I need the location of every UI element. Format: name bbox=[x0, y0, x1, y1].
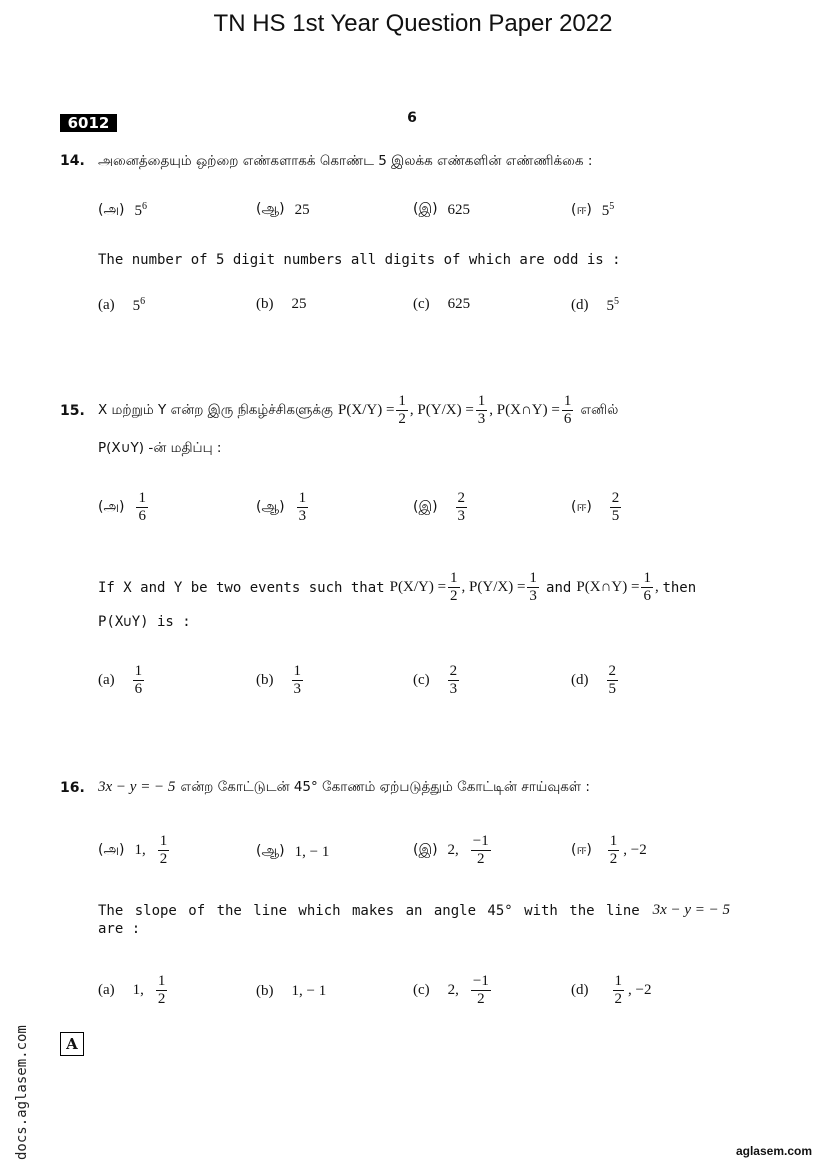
option-ta-d: (ஈ) $\frac{1}{2}$ , −2 bbox=[571, 833, 647, 867]
option-ta-c: (இ) $\frac{2}{3}$ bbox=[413, 490, 466, 524]
question-text-english: The number of 5 digit numbers all digits of which are odd is : bbox=[98, 252, 621, 268]
option-label: (c) bbox=[413, 982, 430, 998]
option-ta-c: (இ) 625 bbox=[413, 201, 471, 218]
option-en-d: (d) $\frac{2}{5}$ bbox=[571, 663, 616, 697]
option-en-a: (a) $5^6$ bbox=[98, 296, 146, 314]
question-number: 15. bbox=[60, 402, 85, 419]
option-label: (அ) bbox=[98, 498, 125, 515]
option-ta-d: (ஈ) $5^5$ bbox=[571, 201, 615, 219]
option-en-b: (b) 1, − 1 bbox=[256, 983, 327, 999]
option-ta-a: (அ) $\frac{1}{6}$ bbox=[98, 490, 146, 524]
option-label: (a) bbox=[98, 672, 115, 688]
footer-site-name: aglasem.com bbox=[735, 1144, 812, 1158]
page-title: TN HS 1st Year Question Paper 2022 bbox=[213, 10, 613, 37]
option-label: (b) bbox=[256, 983, 274, 999]
page-number: 6 bbox=[407, 110, 417, 126]
option-label: (a) bbox=[98, 297, 115, 313]
option-en-b: (b) $\frac{1}{3}$ bbox=[256, 663, 301, 697]
option-ta-d: (ஈ) $\frac{2}{5}$ bbox=[571, 490, 620, 524]
option-ta-b: (ஆ) $\frac{1}{3}$ bbox=[256, 490, 307, 524]
option-label: (அ) bbox=[98, 841, 125, 858]
option-ta-b: (ஆ) 25 bbox=[256, 201, 310, 218]
question-text-tamil: அனைத்தையும் ஒற்றை எண்களாகக் கொண்ட 5 இலக்க எண்களின் எண்ணிக்கை : bbox=[98, 153, 593, 169]
option-label: (அ) bbox=[98, 201, 125, 218]
question-15-tamil: 15. X மற்றும் Y என்ற இரு நிகழ்ச்சிகளுக்கு P(X/Y) = $\frac{1}{2}$ , P(Y/X) = $\frac{1}{3}$ , P(X∩Y) = $\frac{1}{6}$ எனில் bbox=[60, 393, 619, 427]
option-label: (d) bbox=[571, 297, 589, 313]
question-15-english: If X and Y be two events such that P(X/Y) = $\frac{1}{2}$ , P(Y/X) = $\frac{1}{3}$ and P(X∩Y) = $\frac{1}{6}$ , then bbox=[98, 570, 697, 604]
option-label: (ஈ) bbox=[571, 201, 592, 218]
question-number: 16. bbox=[60, 779, 85, 796]
option-label: (b) bbox=[256, 296, 274, 312]
question-text-english-line2: P(X∪Y) is : bbox=[98, 614, 191, 630]
option-en-d: (d) $\frac{1}{2}$ , −2 bbox=[571, 973, 652, 1007]
option-label: (இ) bbox=[413, 201, 438, 217]
question-16-tamil: 16. 3x − y = − 5 என்ற கோட்டுடன் 45° கோணம் ஏற்படுத்தும் கோட்டின் சாய்வுகள் : bbox=[60, 778, 590, 796]
paper-code-badge: 6012 bbox=[60, 114, 117, 132]
option-label: (b) bbox=[256, 672, 274, 688]
question-16-english: The slope of the line which makes an angle 45° with the line 3x − y = − 5 bbox=[98, 902, 730, 919]
option-en-d: (d) $5^5$ bbox=[571, 296, 619, 314]
question-number: 14. bbox=[60, 153, 85, 169]
option-label: (இ) bbox=[413, 841, 438, 858]
option-en-c: (c) 2, $\frac{-1}{2}$ bbox=[413, 973, 489, 1007]
option-label: (c) bbox=[413, 672, 430, 688]
option-label: (ஆ) bbox=[256, 498, 285, 515]
question-text-tamil-line2: P(X∪Y) -ன் மதிப்பு : bbox=[98, 440, 222, 456]
option-en-c: (c) $\frac{2}{3}$ bbox=[413, 663, 458, 697]
option-label: (c) bbox=[413, 296, 430, 312]
option-ta-b: (ஆ) 1, − 1 bbox=[256, 843, 330, 860]
option-en-a: (a) $\frac{1}{6}$ bbox=[98, 663, 143, 697]
question-text-english-line2: are : bbox=[98, 921, 141, 937]
option-en-a: (a) 1, $\frac{1}{2}$ bbox=[98, 973, 166, 1007]
option-ta-c: (இ) 2, $\frac{-1}{2}$ bbox=[413, 833, 489, 867]
option-ta-a: (அ) $5^6$ bbox=[98, 201, 147, 219]
option-label: (ஆ) bbox=[256, 843, 285, 859]
side-watermark: docs.aglasem.com bbox=[14, 1025, 30, 1160]
option-label: (a) bbox=[98, 982, 115, 998]
option-label: (ஆ) bbox=[256, 201, 285, 217]
option-label: (d) bbox=[571, 982, 589, 998]
version-box: A bbox=[60, 1032, 84, 1056]
option-label: (இ) bbox=[413, 498, 438, 515]
option-en-c: (c) 625 bbox=[413, 296, 471, 312]
option-label: (ஈ) bbox=[571, 498, 592, 515]
option-label: (ஈ) bbox=[571, 841, 592, 858]
option-ta-a: (அ) 1, $\frac{1}{2}$ bbox=[98, 833, 168, 867]
option-en-b: (b) 25 bbox=[256, 296, 307, 312]
option-label: (d) bbox=[571, 672, 589, 688]
